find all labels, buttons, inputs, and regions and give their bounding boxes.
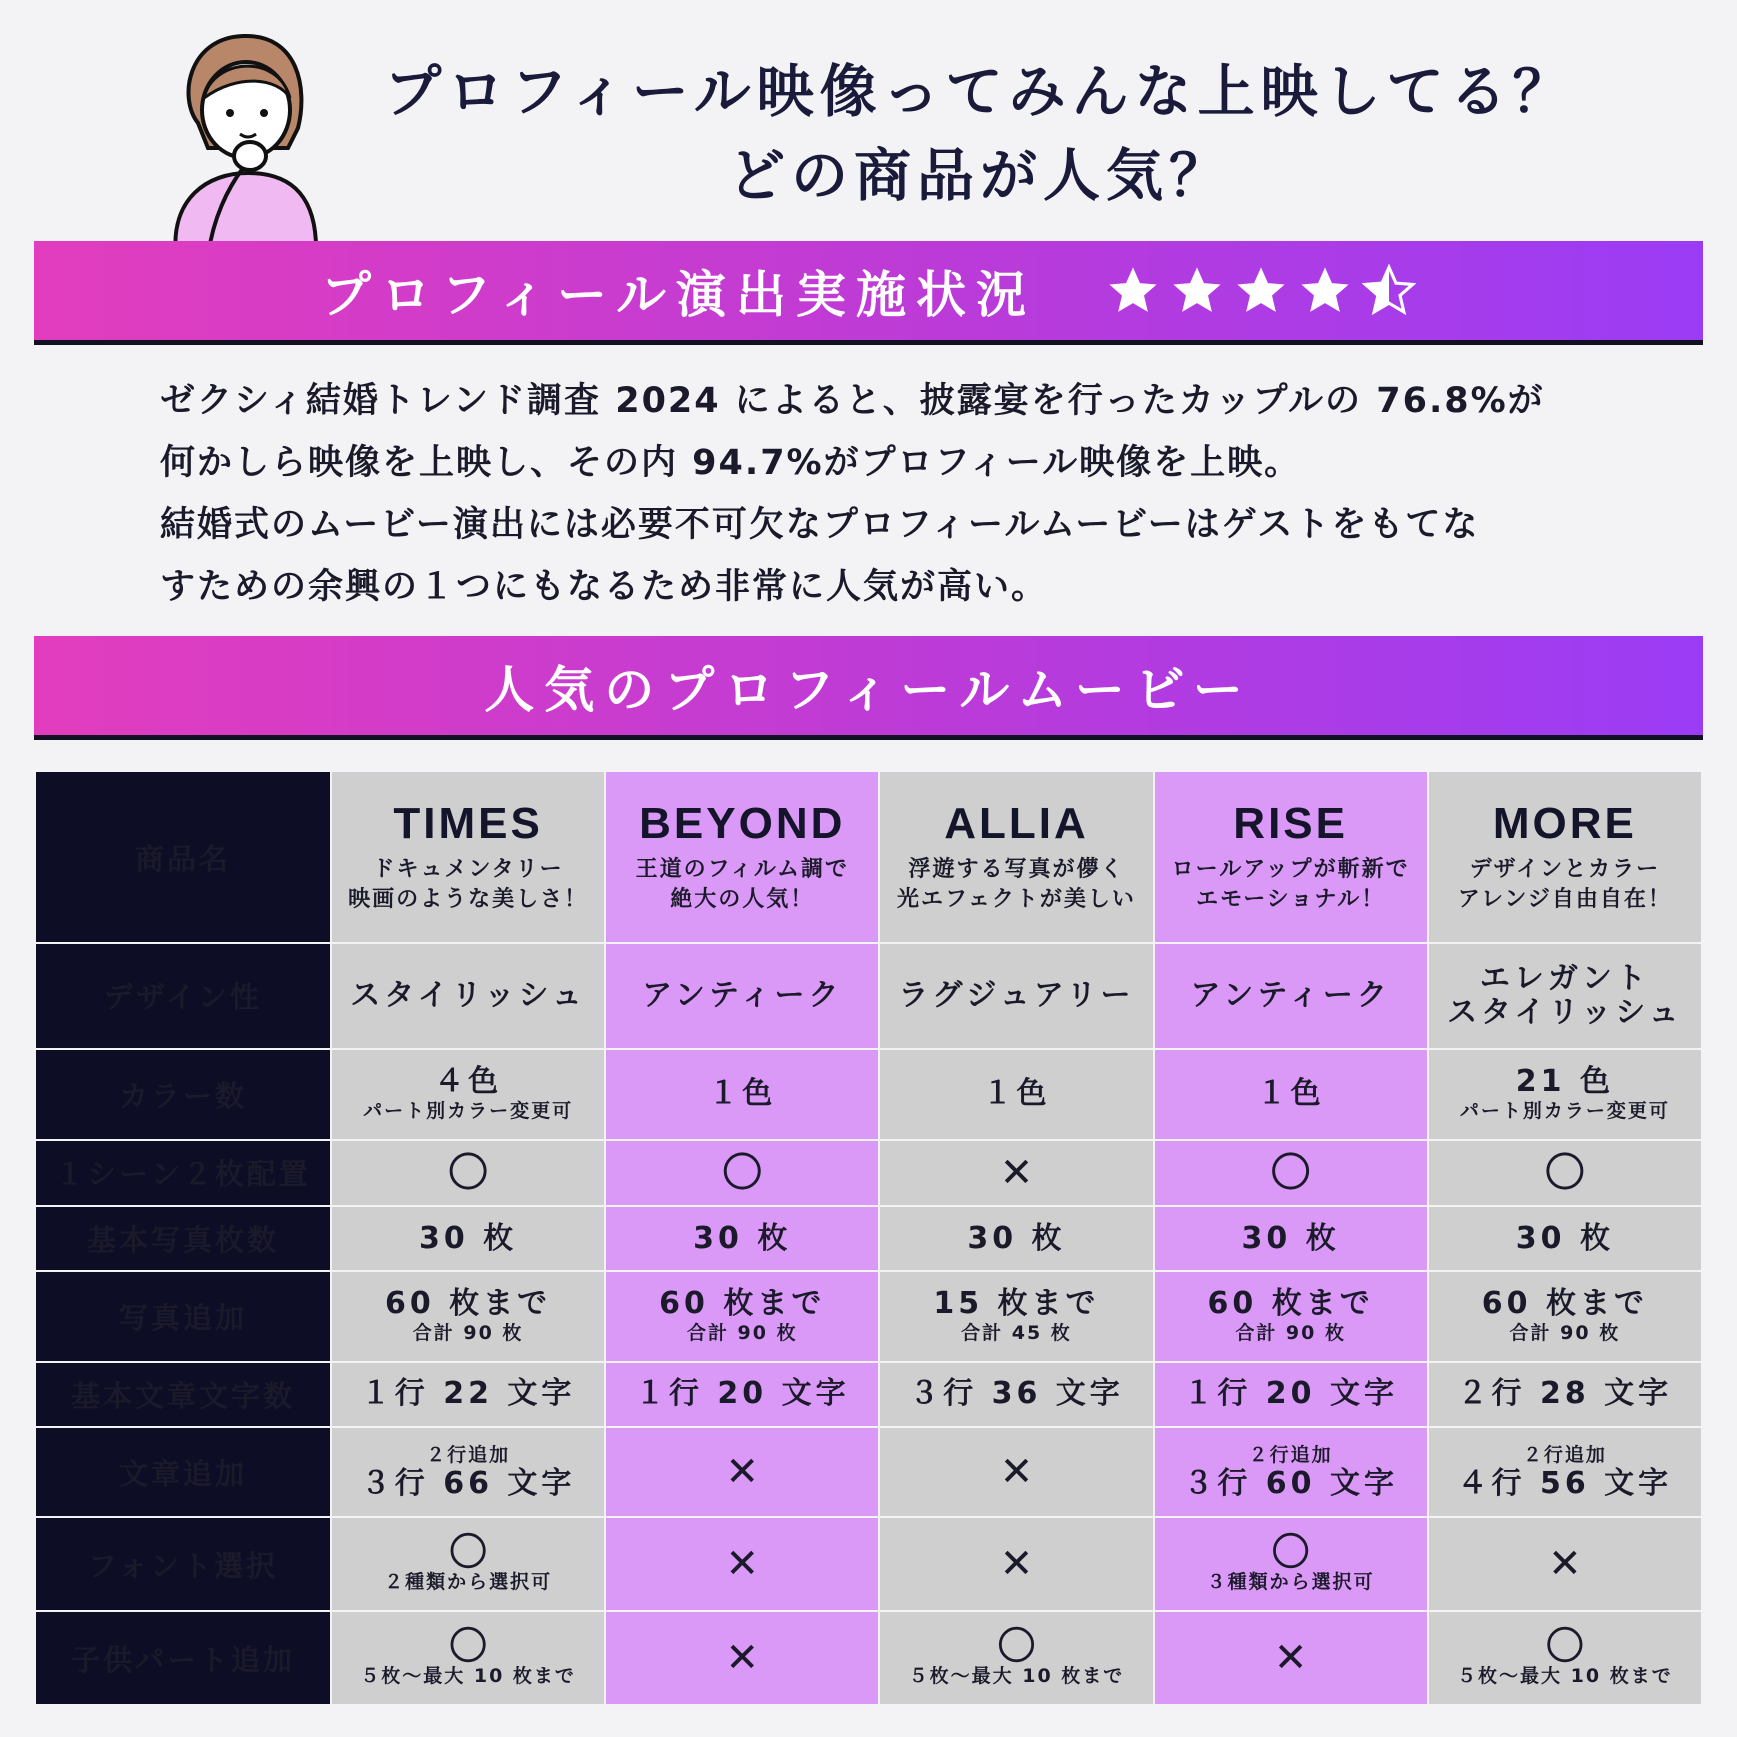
cell-note: 合計 90 枚 (686, 1322, 798, 1345)
table-cell (1154, 1271, 1428, 1362)
table-row (35, 1271, 1702, 1362)
table-row (35, 1049, 1702, 1140)
cross-mark: ✕ (725, 1541, 760, 1588)
table-cell (879, 1206, 1153, 1271)
product-cell (605, 771, 879, 943)
circle-mark: 〇 (1544, 1149, 1585, 1196)
table-cell (1154, 1140, 1428, 1207)
row-header: 商品名 (35, 771, 331, 943)
product-description: 王道のフィルム調で 絶大の人気！ (635, 857, 849, 912)
cell-value: 30 枚 (1241, 1220, 1340, 1256)
table-cell (605, 1427, 879, 1518)
cell-value: アンティーク (1190, 977, 1391, 1013)
table-row (35, 1140, 1702, 1207)
product-description: 浮遊する写真が儚く 光エフェクトが美しい (897, 857, 1136, 912)
cell-value: 30 枚 (693, 1220, 792, 1256)
table-cell (605, 1611, 879, 1705)
table-cell (331, 1271, 605, 1362)
cell-value: 60 枚まで (659, 1286, 826, 1322)
cell-note: 合計 90 枚 (1235, 1322, 1346, 1345)
cell-value: １色 (982, 1076, 1051, 1112)
cell-note: ５枚～最大 10 枚まで (908, 1665, 1125, 1688)
section-heading-status: プロフィール演出実施状況 (321, 265, 1036, 324)
cell-value: ３行 66 文字 (360, 1466, 576, 1502)
title-line-1: プロフィール映像ってみんな上映してる？ (384, 59, 1576, 125)
table-cell (605, 1049, 879, 1140)
row-header: 文章追加 (35, 1427, 331, 1518)
product-cell (879, 771, 1153, 943)
cell-note: ２行追加 (1522, 1444, 1607, 1467)
table-cell (605, 1206, 879, 1271)
star-icon (1170, 264, 1224, 318)
cell-value: 15 枚まで (933, 1286, 1100, 1322)
table-cell (1154, 1427, 1428, 1518)
table-cell (1428, 1140, 1702, 1207)
product-cell (1428, 771, 1702, 943)
section-heading-popular: 人気のプロフィールムービー (484, 660, 1253, 719)
cross-mark: ✕ (999, 1149, 1034, 1196)
cell-value: 30 枚 (967, 1220, 1066, 1256)
cell-note: ２行追加 (426, 1444, 511, 1467)
table-cell (605, 1517, 879, 1611)
cell-value: アンティーク (642, 977, 843, 1013)
table-cell (1428, 1611, 1702, 1705)
table-cell (331, 1517, 605, 1611)
product-description: ドキュメンタリー 映画のような美しさ！ (348, 857, 589, 912)
product-description: デザインとカラー アレンジ自由自在！ (1457, 857, 1672, 912)
table-cell (1154, 1611, 1428, 1705)
product-name: RISE (1233, 799, 1348, 848)
product-name: MORE (1492, 799, 1637, 848)
section-banner-popular (34, 636, 1703, 740)
star-icon (1298, 264, 1352, 318)
product-name: ALLIA (944, 799, 1089, 848)
table-cell (1428, 1049, 1702, 1140)
cell-value: １行 20 文字 (1183, 1376, 1398, 1412)
table-row (35, 1611, 1702, 1705)
row-header: １シーン２枚配置 (35, 1140, 331, 1207)
cell-value: １行 22 文字 (360, 1376, 576, 1412)
cross-mark: ✕ (999, 1449, 1034, 1496)
cross-mark: ✕ (1273, 1635, 1308, 1682)
cell-note: ２種類から選択可 (384, 1571, 553, 1594)
circle-mark: 〇 (722, 1149, 763, 1196)
cell-value: ラグジュアリー (898, 977, 1135, 1013)
cell-value: スタイリッシュ (350, 977, 586, 1013)
row-header: フォント選択 (35, 1517, 331, 1611)
table-cell (1154, 943, 1428, 1049)
intro-line: すための余興の１つにもなるため非常に人気が高い。 (160, 567, 1049, 607)
row-header: 基本写真枚数 (35, 1206, 331, 1271)
table-cell (331, 943, 605, 1049)
table-cell (605, 943, 879, 1049)
circle-mark: 〇 (1271, 1530, 1310, 1575)
cell-value: 60 枚まで (1207, 1286, 1374, 1322)
table-cell (1428, 1362, 1702, 1427)
cross-mark: ✕ (999, 1541, 1034, 1588)
section-banner-status (34, 241, 1703, 345)
table-cell (1154, 1049, 1428, 1140)
table-cell (1428, 943, 1702, 1049)
cell-value: 60 枚まで (384, 1286, 552, 1322)
table-cell (1154, 1362, 1428, 1427)
table-row (35, 1427, 1702, 1518)
table-row (35, 771, 1702, 943)
table-cell (879, 1140, 1153, 1207)
title-line-2: どの商品が人気？ (728, 143, 1232, 209)
cell-note: パート別カラー変更可 (1459, 1100, 1670, 1123)
cell-value: １色 (1256, 1076, 1325, 1112)
cross-mark: ✕ (1548, 1541, 1582, 1588)
star-rating (1106, 264, 1416, 318)
table-cell (879, 1049, 1153, 1140)
cell-value: ３行 60 文字 (1183, 1466, 1398, 1502)
table-cell (1428, 1427, 1702, 1518)
cell-value: 30 枚 (418, 1220, 518, 1256)
table-row (35, 1362, 1702, 1427)
cell-value: 30 枚 (1515, 1220, 1614, 1256)
table-cell (1154, 1206, 1428, 1271)
circle-mark: 〇 (449, 1530, 488, 1575)
comparison-table (34, 770, 1703, 1706)
table-cell (1428, 1517, 1702, 1611)
table-cell (331, 1362, 605, 1427)
table-cell (879, 1427, 1153, 1518)
table-cell (1154, 1517, 1428, 1611)
table-cell (879, 1362, 1153, 1427)
cell-note: ３種類から選択可 (1206, 1571, 1375, 1594)
intro-line: 結婚式のムービー演出には必要不可欠なプロフィールムービーはゲストをもてな (160, 505, 1480, 545)
row-header: デザイン性 (35, 943, 331, 1049)
table-cell (331, 1206, 605, 1271)
intro-line: ゼクシィ結婚トレンド調査 2024 によると、披露宴を行ったカップルの 76.8%が (160, 381, 1545, 421)
table-cell (331, 1140, 605, 1207)
cell-value: ４色 (434, 1064, 503, 1100)
table-cell (1428, 1271, 1702, 1362)
cross-mark: ✕ (725, 1449, 760, 1496)
table-cell (879, 1271, 1153, 1362)
row-header: カラー数 (35, 1049, 331, 1140)
intro-line: 何かしら映像を上映し、その内 94.7%がプロフィール映像を上映。 (160, 443, 1302, 483)
circle-mark: 〇 (448, 1149, 489, 1196)
product-cell (1154, 771, 1428, 943)
half-star-icon (1362, 264, 1416, 318)
table-cell (1428, 1206, 1702, 1271)
table-cell (331, 1611, 605, 1705)
cell-note: 合計 90 枚 (412, 1322, 524, 1345)
table-cell (331, 1427, 605, 1518)
cell-value: ３行 36 文字 (909, 1376, 1124, 1412)
cross-mark: ✕ (725, 1635, 760, 1682)
table-row (35, 1206, 1702, 1271)
cell-note: ５枚～最大 10 枚まで (1457, 1665, 1673, 1688)
cell-value: １行 20 文字 (634, 1376, 850, 1412)
cell-value: ２行 28 文字 (1457, 1376, 1673, 1412)
table-cell (879, 1611, 1153, 1705)
row-header: 基本文章文字数 (35, 1362, 331, 1427)
table-cell (879, 1517, 1153, 1611)
table-row (35, 943, 1702, 1049)
circle-mark: 〇 (1545, 1624, 1584, 1669)
star-icon (1106, 264, 1160, 318)
product-name: TIMES (393, 799, 543, 848)
circle-mark: 〇 (997, 1624, 1036, 1669)
table-cell (605, 1140, 879, 1207)
circle-mark: 〇 (1270, 1149, 1311, 1196)
page-title (360, 50, 1600, 218)
thinking-woman-illustration (168, 28, 338, 268)
cell-value: 21 色 (1515, 1064, 1614, 1100)
cell-note: ５枚～最大 10 枚まで (360, 1665, 576, 1688)
cell-value: 60 枚まで (1481, 1286, 1648, 1322)
row-header: 写真追加 (35, 1271, 331, 1362)
intro-paragraph (160, 370, 1600, 618)
cell-note: ２行追加 (1248, 1444, 1333, 1467)
star-icon (1234, 264, 1288, 318)
cell-value: エレガント スタイリッシュ (1447, 960, 1683, 1030)
table-cell (879, 943, 1153, 1049)
cell-note: パート別カラー変更可 (363, 1100, 574, 1123)
product-description: ロールアップが斬新で エモーショナル！ (1171, 857, 1410, 912)
table-cell (605, 1362, 879, 1427)
product-cell (331, 771, 605, 943)
product-name: BEYOND (639, 799, 846, 848)
cell-note: 合計 90 枚 (1509, 1322, 1621, 1345)
cell-value: １色 (708, 1076, 777, 1112)
circle-mark: 〇 (449, 1624, 488, 1669)
table-row (35, 1517, 1702, 1611)
cell-value: ４行 56 文字 (1457, 1466, 1673, 1502)
table-cell (605, 1271, 879, 1362)
cell-note: 合計 45 枚 (961, 1322, 1072, 1345)
row-header: 子供パート追加 (35, 1611, 331, 1705)
table-cell (331, 1049, 605, 1140)
